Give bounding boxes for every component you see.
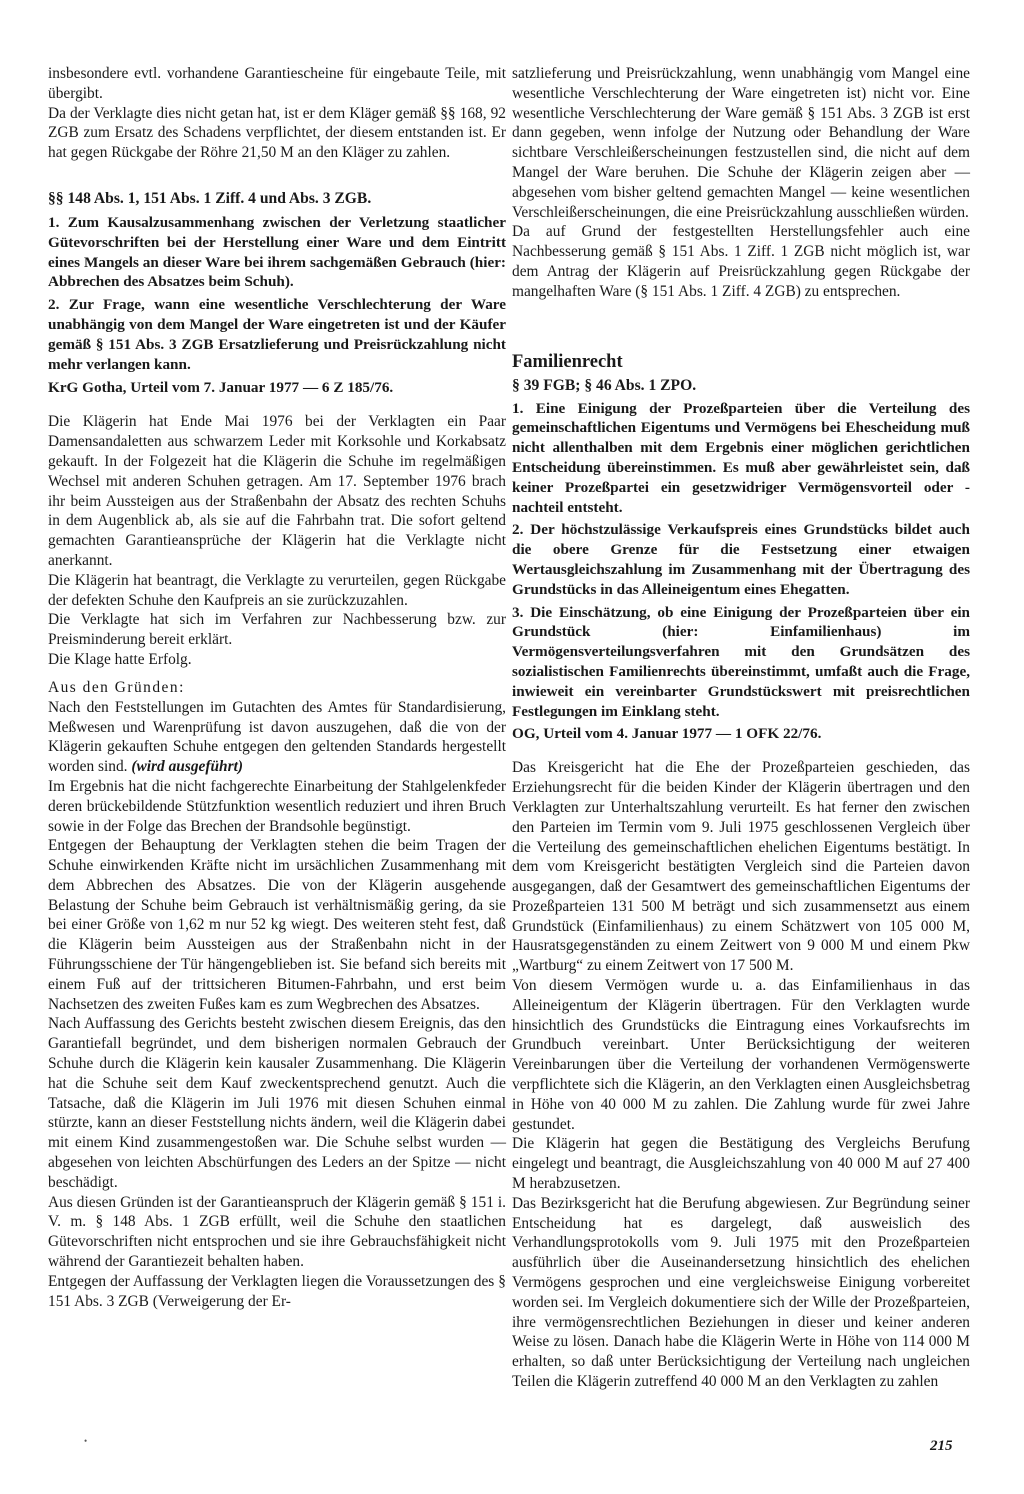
section-title: § 39 FGB; § 46 Abs. 1 ZPO.: [512, 376, 697, 394]
headnote: 3. Die Einschätzung, ob eine Einigung der Prozeßparteien über ein Grundstück (hier: Einfamilienhaus) im Vermögensverteilungsverfahren mit den Grundsätzen des sozialistischen Familienrechts übereinstimmt, umfaßt auch die Frage, inwieweit ein vereinbarter Grundstückswert mit preisrechtlichen Festlegungen im Einklang steht.: [512, 603, 970, 720]
paragraph: [48, 698, 506, 777]
paragraph: Im Ergebnis hat die nicht fachgerechte Einarbeitung der Stahlgelenkfeder deren brückebildende Stützfunktion wesentlich reduziert und ihren Bruch sowie in der Folge das Brechen der Brandsohle begünstigt.: [48, 777, 506, 835]
paragraph: Aus diesen Gründen ist der Garantieanspruch der Klägerin gemäß § 151 i. V. m. § 148 Abs. 1 ZGB erfüllt, weil die Schuhe den staatlichen Gütevorschriften nicht entsprochen und sie ihre Gebrauchsfähigkeit nicht während der Garantiezeit behalten haben.: [48, 1193, 506, 1271]
paragraph: Das Kreisgericht hat die Ehe der Prozeßparteien geschieden, das Erziehungsrecht für die beiden Kinder der Klägerin übertragen und den Verklagten zur Unterhaltszahlung verurteilt. Es hat ferner den zwischen den Parteien im Termin vom 9. Juli 1975 geschlossenen Vergleich über die Verteilung des gemeinschaftlichen ehelichen Eigentums bestätigt. In dem vom Kreisgericht bestätigten Vergleich sind die Parteien davon ausgegangen, daß der Gesamtwert des gemeinschaftlichen Eigentums der Prozeßparteien 131 500 M beträgt und sich zusammensetzt aus einem Grundstück (Einfamilienhaus) zu einem Schätzwert von 105 000 M, Hausratsgegenständen zu einem Zeitwert von 9 000 M und einem Pkw „Wartburg“ zu einem Zeitwert von 17 500 M.: [512, 759, 970, 975]
headnote: 1. Zum Kausalzusammenhang zwischen der Verletzung staatlicher Gütevorschriften bei der Herstellung einer Ware und dem Eintritt eines Mangels an dieser Ware bei ihrem sachgemäßen Gebrauch (hier: Abbrechen des Absatzes beim Schuh).: [48, 213, 506, 291]
paragraph: Entgegen der Behauptung der Verklagten stehen die beim Tragen der Schuhe einwirkenden Kräfte nicht im ursächlichen Zusammenhang mit dem Abbrechen des Absatzes. Die von der Klägerin ausgehende Belastung der Schuhe beim Gebrauch ist verhältnismäßig gering, da sie bei einer Größe von 1,62 m nur 52 kg wiegt. Des weiteren steht fest, daß die Klägerin beim Aussteigen aus der Straßenbahn nicht in der Führungsschiene der Tür hängengeblieben ist. Sie befand sich bereits mit einem Fuß auf der trittsicheren Bitumen-Fahrbahn, und erst beim Nachsetzen des zweiten Fußes kam es zum Wegbrechen des Absatzes.: [48, 837, 506, 1013]
paragraph: Von diesem Vermögen wurde u. a. das Einfamilienhaus in das Alleineigentum der Klägerin übertragen. Für den Verklagten wurde hinsichtlich des Grundstücks die Eintragung eines Vorkaufsrechts im Grundbuch vereinbart. Unter Berücksichtigung der weiteren Vereinbarungen über die Verteilung der vorhandenen Vermögenswerte verpflichtete sich die Klägerin, an den Verklagten einen Ausgleichsbetrag in Höhe von 40 000 M zu zahlen. Die Zahlung wurde für zwei Jahre gestundet.: [512, 977, 970, 1133]
court-citation: KrG Gotha, Urteil vom 7. Januar 1977 — 6 Z 185/76.: [48, 379, 394, 397]
court-citation: OG, Urteil vom 4. Januar 1977 — 1 OFK 22/76.: [512, 725, 822, 743]
paragraph: Die Klägerin hat Ende Mai 1976 bei der Verklagten ein Paar Damensandaletten aus schwarzem Leder mit Korksohle und Korkabsatz gekauft. In der Folgezeit hat die Klägerin die Schuhe im regelmäßigen Wechsel mit anderen Schuhen getragen. Am 17. September 1976 brach ihr beim Aussteigen aus der Straßenbahn der Absatz des rechten Schuhs in dem Augenblick ab, als sie auf die Fahrbahn trat. Die sofort geltend gemachten Garantieansprüche der Klägerin hat die Verklagte nicht anerkannt.: [48, 413, 506, 569]
section-title: §§ 148 Abs. 1, 151 Abs. 1 Ziff. 4 und Abs. 3 ZGB.: [48, 189, 372, 207]
headnote: 1. Eine Einigung der Prozeßparteien über die Verteilung des gemeinschaftlichen Eigentums und Vermögens bei Ehescheidung muß nicht allenthalben mit dem Ergebnis einer möglichen gerichtlichen Entscheidung übereinstimmen. Es muß aber gewährleistet sein, daß keiner Prozeßpartei ein gesetzwidriger Vermögensvorteil oder -nachteil entsteht.: [512, 399, 970, 516]
paragraph: Die Klage hatte Erfolg.: [48, 650, 192, 668]
headnote: 2. Zur Frage, wann eine wesentliche Verschlechterung der Ware unabhängig von dem Mangel der Ware eingetreten ist und der Käufer gemäß § 151 Abs. 3 ZGB Ersatzlieferung und Preisrückzahlung nicht mehr verlangen kann.: [48, 296, 506, 373]
page-number: 215: [930, 1438, 953, 1454]
paragraph-text: Nach den Feststellungen im Gutachten des Amtes für Standardisierung, Meßwesen und Warenprüfung ist davon auszugehen, daß die von der Klägerin gekauften Schuhe entgegen den geltenden Standards hergestellt worden sind.: [48, 698, 506, 776]
paragraph: Die Klägerin hat gegen die Bestätigung des Vergleichs Berufung eingelegt und beantragt, die Ausgleichszahlung von 40 000 M auf 27 400 M herabzusetzen.: [512, 1135, 970, 1193]
headnote: 2. Der höchstzulässige Verkaufspreis eines Grundstücks bildet auch die obere Grenze für die Festsetzung einer etwaigen Wertausgleichszahlung im Zusammenhang mit der Übertragung des Grundstücks in das Alleineigentum eines Ehegatten.: [512, 521, 970, 598]
right-column: [512, 64, 970, 1392]
paragraph: Da auf Grund der festgestellten Herstellungsfehler auch eine Nachbesserung gemäß § 151 Abs. 1 Ziff. 1 ZGB nicht möglich ist, war dem Antrag der Klägerin auf Preisrückzahlung gegen Rückgabe der mangelhaften Ware (§ 151 Abs. 1 Ziff. 4 ZGB) zu entsprechen.: [512, 223, 970, 300]
paragraph: Entgegen der Auffassung der Verklagten liegen die Voraussetzungen des § 151 Abs. 3 ZGB (Verweigerung der Er-: [48, 1272, 506, 1310]
paragraph: Das Bezirksgericht hat die Berufung abgewiesen. Zur Begründung seiner Entscheidung hat es dargelegt, daß ausweislich des Verhandlungsprotokolls vom 9. Juli 1975 mit den Prozeßparteien ausführlich über die Auseinandersetzung hinsichtlich des ehelichen Vermögens gesprochen und eine vergleichsweise Einigung vorbereitet worden sei. Im Vergleich dokumentiere sich der Wille der Prozeßparteien, ihre vermögensrechtlichen Beziehungen in dieser und keiner anderen Weise zu lösen. Danach habe die Klägerin Werte in Höhe von 114 000 M erhalten, so daß unter Berücksichtigung der Verteilung nach ungleichen Teilen die Klägerin zutreffend 40 000 M an den Verklagten zu zahlen: [512, 1194, 970, 1391]
scan-mark: •: [84, 1436, 88, 1446]
paragraph: Die Klägerin hat beantragt, die Verklagte zu verurteilen, gegen Rückgabe der defekten Schuhe den Kaufpreis an sie zurückzuzahlen.: [48, 571, 506, 609]
editorial-note: (wird ausgeführt): [131, 758, 243, 776]
paragraph: Da der Verklagte dies nicht getan hat, ist er dem Kläger gemäß §§ 168, 92 ZGB zum Ersatz des Schadens verpflichtet, der diesem entstanden ist. Er hat gegen Rückgabe der Röhre 21,50 M an den Kläger zu zahlen.: [48, 104, 506, 162]
paragraph: insbesondere evtl. vorhandene Garantiescheine für eingebaute Teile, mit übergibt.: [48, 65, 506, 102]
paragraph: Nach Auffassung des Gerichts besteht zwischen diesem Ereignis, das den Garantiefall begründet, und dem bisherigen normalen Gebrauch der Schuhe durch die Klägerin kein kausaler Zusammenhang. Die Klägerin hat die Schuhe seit dem Kauf zweckentsprechend genutzt. Auch die Tatsache, daß die Klägerin im Juli 1976 mit diesen Schuhen einmal stürzte, kann an dieser Feststellung nichts ändern, weil die Klägerin dabei mit einem Kind zusammengestoßen war. Die Schuhe selbst wurden — abgesehen von leichten Abschürfungen des Leders an der Spitze — nicht beschädigt.: [48, 1015, 506, 1191]
left-column: [48, 64, 506, 1311]
area-title: Familienrecht: [512, 351, 623, 372]
paragraph: satzlieferung und Preisrückzahlung, wenn unabhängig vom Mangel eine wesentliche Verschlechterung der Ware eingetreten ist) nicht vor. Eine wesentliche Verschlechterung der Ware gemäß § 151 Abs. 3 ZGB ist erst dann gegeben, wenn infolge der Nutzung oder Behandlung der Ware sichtbare Verschleißerscheinungen festzustellen sind, die nicht auf dem Mangel der Ware beruhen. Die Schuhe der Klägerin zeigen aber — abgesehen vom bisher geltend gemachten Mangel — keine wesentlichen Verschleißerscheinungen, die eine Preisrückzahlung ausschließen würden.: [512, 65, 970, 221]
rubric-heading: Aus den Gründen:: [48, 678, 185, 696]
paragraph: Die Verklagte hat sich im Verfahren zur Nachbesserung bzw. zur Preisminderung bereit erklärt.: [48, 611, 506, 649]
